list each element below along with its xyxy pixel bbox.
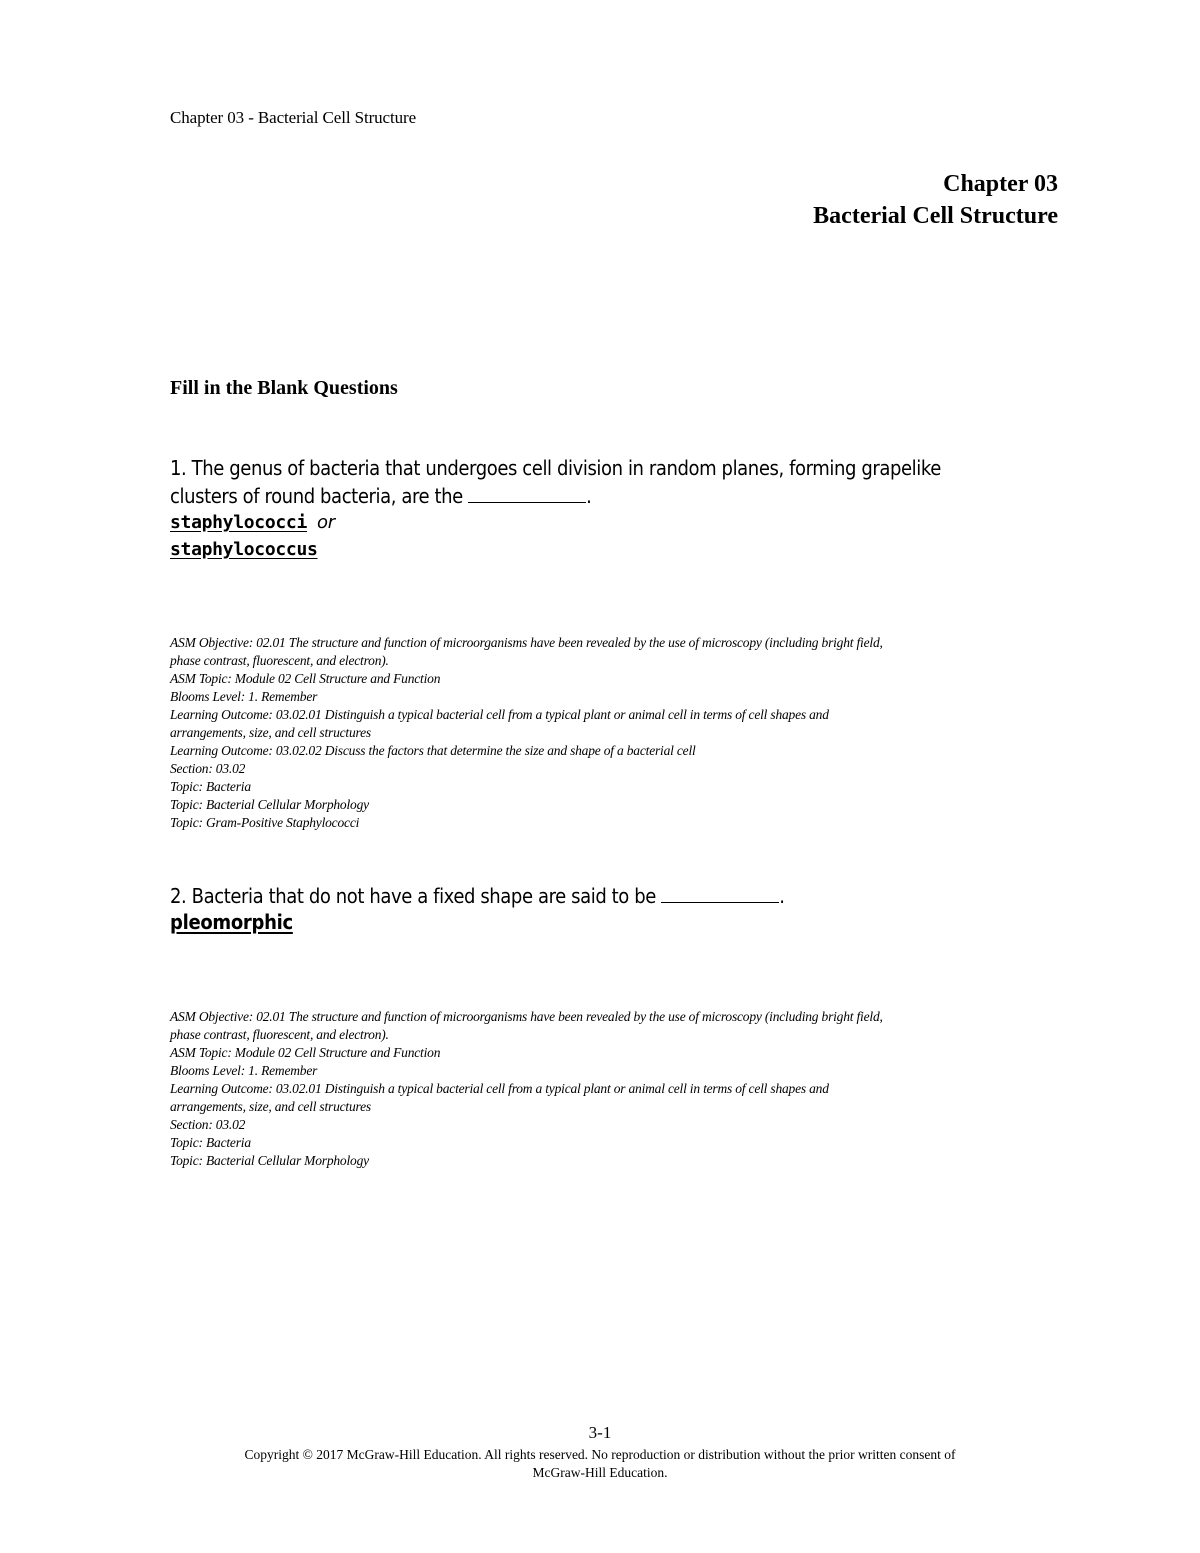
page-number: 3-1 [588,1423,612,1442]
answer-staphylococci: staphylococci [170,512,307,533]
question-2 [170,882,1050,910]
metadata-line: ASM Objective: 02.01 The structure and function of microorganisms have been revealed by the use of microscopy (including bright field, [170,1009,883,1024]
metadata-line: ASM Objective: 02.01 The structure and function of microorganisms have been revealed by the use of microscopy (including bright field, [170,635,883,650]
metadata-line: arrangements, size, and cell structures [170,1099,371,1114]
chapter-name: Bacterial Cell Structure [813,203,1058,229]
answer-blank [468,484,586,503]
answer-separator: or [316,512,335,533]
answer-pleomorphic: pleomorphic [170,910,293,934]
metadata-line: Learning Outcome: 03.02.01 Distinguish a typical bacterial cell from a typical plant or animal cell in terms of cell shapes and [170,1081,829,1096]
chapter-number: Chapter 03 [943,171,1058,197]
question-2-line-1 [170,882,1050,910]
question-2-text: 2. Bacteria that do not have a fixed shape are said to be [170,884,662,908]
question-1 [170,454,1050,510]
question-1-metadata [170,634,1040,832]
metadata-line: Topic: Gram-Positive Staphylococci [170,815,360,830]
answer-staphylococcus: staphylococcus [170,539,318,560]
metadata-line: Topic: Bacterial Cellular Morphology [170,1153,369,1168]
metadata-line: Topic: Bacteria [170,1135,251,1150]
page-footer [0,1422,1200,1482]
metadata-line: Learning Outcome: 03.02.02 Discuss the factors that determine the size and shape of a bacterial cell [170,743,696,758]
metadata-line: ASM Topic: Module 02 Cell Structure and Function [170,1045,441,1060]
section-heading: Fill in the Blank Questions [170,377,398,399]
metadata-line: phase contrast, fluorescent, and electron). [170,1027,389,1042]
copyright-line-1: Copyright © 2017 McGraw-Hill Education. All rights reserved. No reproduction or distribution without the prior written consent of [244,1447,956,1462]
metadata-line: Blooms Level: 1. Remember [170,689,318,704]
metadata-line: Topic: Bacterial Cellular Morphology [170,797,369,812]
metadata-line: Section: 03.02 [170,1117,246,1132]
question-1-line-1: 1. The genus of bacteria that undergoes cell division in random planes, forming grapelike [170,456,941,480]
metadata-line: Blooms Level: 1. Remember [170,1063,318,1078]
metadata-line: phase contrast, fluorescent, and electron). [170,653,389,668]
question-2-period: . [779,884,785,908]
copyright-notice [180,1446,1020,1482]
question-1-line-2 [170,482,1050,510]
question-2-answer [170,909,293,936]
answer-blank [661,884,779,903]
metadata-line: Section: 03.02 [170,761,246,776]
metadata-line: ASM Topic: Module 02 Cell Structure and Function [170,671,441,686]
question-2-metadata [170,1008,1040,1170]
running-head: Chapter 03 - Bacterial Cell Structure [170,108,417,127]
question-1-answer [170,509,335,563]
copyright-line-2: McGraw-Hill Education. [532,1465,668,1480]
metadata-line: Learning Outcome: 03.02.01 Distinguish a typical bacterial cell from a typical plant or animal cell in terms of cell shapes and [170,707,829,722]
chapter-title [813,168,1058,232]
metadata-line: arrangements, size, and cell structures [170,725,371,740]
question-1-period: . [586,484,592,508]
metadata-line: Topic: Bacteria [170,779,251,794]
question-1-text: clusters of round bacteria, are the [170,484,469,508]
